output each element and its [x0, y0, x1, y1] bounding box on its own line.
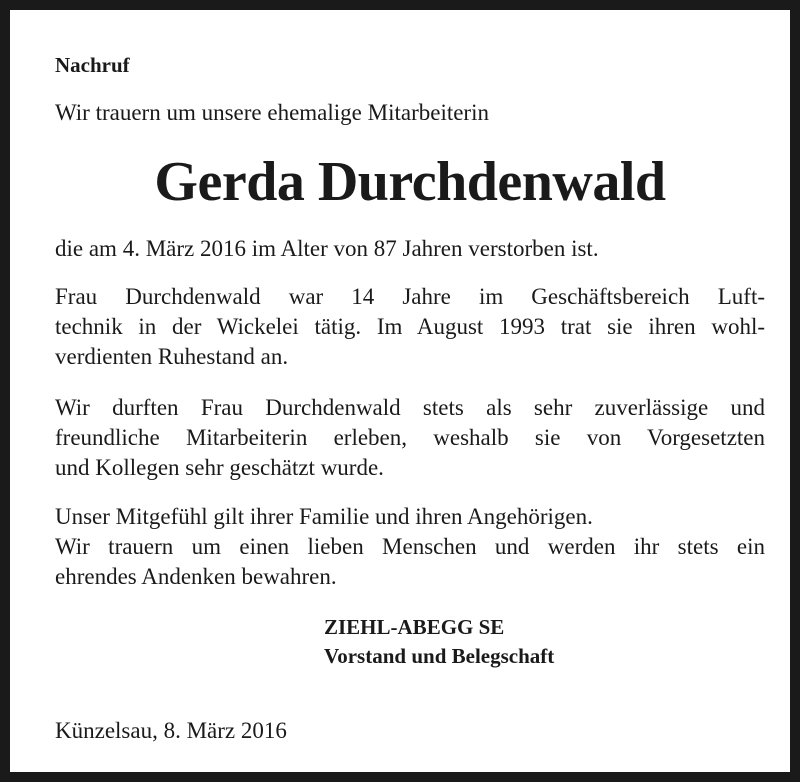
appreciation-paragraph	[55, 393, 765, 483]
place-and-date: Künzelsau, 8. März 2016	[55, 718, 287, 743]
signature-block	[324, 613, 554, 671]
signatory-group: Vorstand und Belegschaft	[324, 644, 555, 668]
paragraph-line: technik in der Wickelei tätig. Im August 1993 trat sie ihren wohl-	[55, 314, 765, 339]
intro-line: Wir trauern um unsere ehemalige Mitarbeiterin	[55, 100, 489, 125]
paragraph-line: und Kollegen sehr geschätzt wurde.	[55, 455, 384, 480]
paragraph-line: Frau Durchdenwald war 14 Jahre im Geschäftsbereich Luft-	[55, 284, 765, 309]
paragraph-line: verdienten Ruhestand an.	[55, 344, 289, 369]
notice-heading: Nachruf	[55, 53, 130, 77]
career-paragraph	[55, 282, 765, 372]
death-notice-line	[55, 234, 765, 264]
paragraph-line: Wir trauern um einen lieben Menschen und werden ihr stets ein	[55, 534, 765, 559]
condolence-paragraph	[55, 502, 765, 592]
deceased-name: Gerda Durchdenwald	[154, 151, 666, 213]
paragraph-line: ehrendes Andenken bewahren.	[55, 564, 337, 589]
paragraph-line: Unser Mitgefühl gilt ihrer Familie und ihren Angehörigen.	[55, 504, 593, 529]
death-line-text: die am 4. März 2016 im Alter von 87 Jahren verstorben ist.	[55, 236, 599, 261]
paragraph-line: Wir durften Frau Durchdenwald stets als sehr zuverlässige und	[55, 395, 765, 420]
paragraph-line: freundliche Mitarbeiterin erleben, weshalb sie von Vorgesetzten	[55, 425, 765, 450]
company-name: ZIEHL-ABEGG SE	[324, 615, 505, 639]
